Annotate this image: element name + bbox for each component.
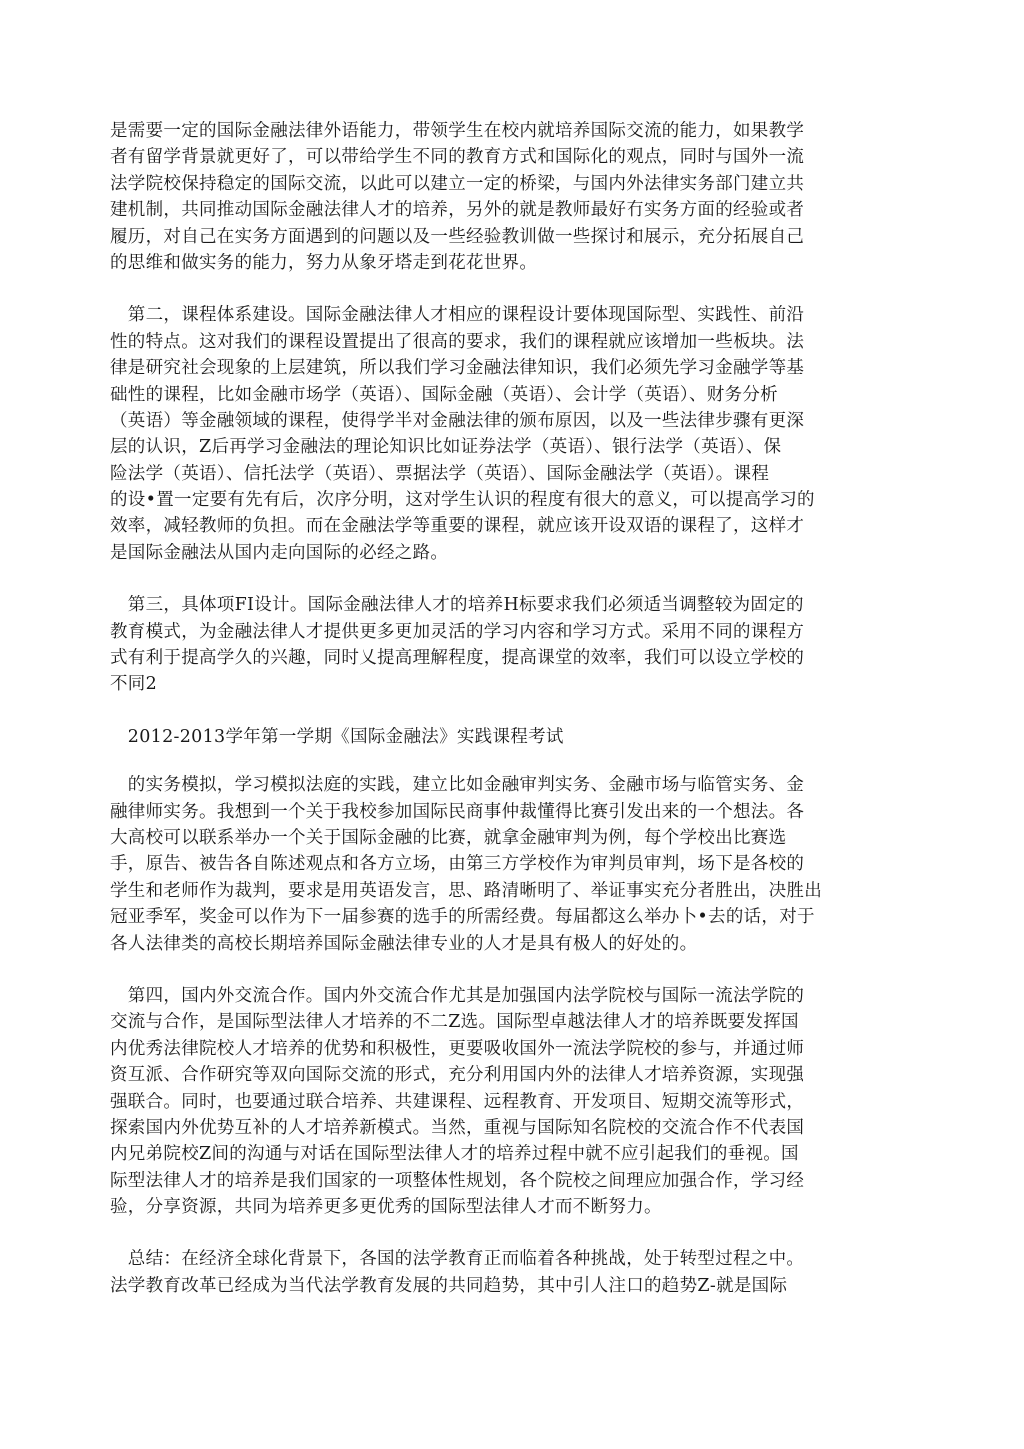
text-line: 层的认识，Z后再学习金融法的理论知识比如证券法学（英语）、银行法学（英语）、保	[110, 437, 782, 458]
text-line: 性的特点。这对我们的课程设置提出了很高的要求，我们的课程就应该增加一些板块。法	[110, 331, 805, 352]
paragraph-curriculum	[110, 302, 880, 566]
text-line: （英语）等金融领域的课程，使得学半对金融法律的颁布原因，以及一些法律步骤有更深	[110, 410, 805, 431]
text-line: 教育模式，为金融法律人才提供更多更加灵活的学习内容和学习方式。采用不同的课程方	[110, 621, 805, 642]
text-line: 第四，国内外交流合作。国内外交流合作尤其是加强国内法学院校与国际一流法学院的	[110, 985, 805, 1006]
paragraph-spacer	[110, 276, 880, 302]
text-line: 学生和老师作为裁判，要求是用英语发言，思、路清晰明了、举证事实充分者胜出，决胜出	[110, 880, 822, 901]
text-line: 总结：在经济全球化背景下，各国的法学教育正而临着各种挑战，处于转型过程之中。	[110, 1249, 805, 1270]
text-line: 效率，减轻教师的负担。而在金融法学等重要的课程，就应该开设双语的课程了，这样才	[110, 516, 805, 537]
paragraph-practice-simulation	[110, 772, 880, 957]
text-line: 是国际金融法从国内走向国际的必经之路。	[110, 542, 449, 563]
paragraph-project-design	[110, 592, 880, 698]
text-line: 交流与合作，是国际型法律人才培养的不二Z选。国际型卓越法律人才的培养既要发挥国	[110, 1012, 799, 1033]
text-line: 验，分享资源，共同为培养更多更优秀的国际型法律人才而不断努力。	[110, 1197, 662, 1218]
text-line: 手，原告、被告各自陈述观点和各方立场，由第三方学校作为审判员审判，场下是各校的	[110, 854, 805, 875]
text-line: 法学教育改革已经成为当代法学教育发展的共同趋势，其中引人注口的趋势Z-就是国际	[110, 1275, 788, 1296]
paragraph-spacer	[110, 698, 880, 724]
paragraph-teacher-qualification	[110, 118, 880, 276]
text-line: 强联合。同时，也要通过联合培养、共建课程、远程教育、开发项目、短期交流等形式，	[110, 1091, 805, 1112]
text-line: 础性的课程，比如金融市场学（英语）、国际金融（英语）、会计学（英语）、财务分析	[110, 384, 778, 405]
text-line: 际型法律人才的培养是我们国家的一项整体性规划，各个院校之间理应加强合作，学习经	[110, 1170, 805, 1191]
paragraph-international-exchange	[110, 983, 880, 1221]
paragraph-spacer	[110, 957, 880, 983]
text-line: 资互派、合作研究等双向国际交流的形式，充分利用国内外的法律人才培养资源，实现强	[110, 1065, 805, 1086]
text-line: 大高校可以联系举办一个关于国际金融的比赛，就拿金融审判为例，每个学校出比赛选	[110, 827, 787, 848]
text-line: 冠亚季军，奖金可以作为下一届参赛的选手的所需经费。每届都这么举办卜•去的话，对于	[110, 907, 815, 928]
text-line: 法学院校保持稳定的国际交流，以此可以建立一定的桥梁，与国内外法律实务部门建立共	[110, 173, 805, 194]
text-line: 各人法律类的高校长期培养国际金融法律专业的人才是具有极人的好处的。	[110, 933, 698, 954]
text-line: 第三，具体项FI设计。国际金融法律人才的培养H标要求我们必须适当调整较为固定的	[110, 595, 804, 616]
text-line: 内兄弟院校Z间的沟通与对话在国际型法律人才的培养过程中就不应引起我们的垂视。国	[110, 1144, 799, 1165]
text-line: 的思维和做实务的能力，努力从象牙塔走到花花世界。	[110, 252, 538, 273]
text-line: 探索国内外优势互补的人才培养新模式。当然，重视与国际知名院校的交流合作不代表国	[110, 1117, 805, 1138]
text-line: 险法学（英语）、信托法学（英语）、票据法学（英语）、国际金融法学（英语）。课程	[110, 463, 770, 484]
text-line: 建机制，共同推动国际金融法律人才的培养，另外的就是教师最好冇实务方面的经验或者	[110, 200, 805, 221]
text-line: 式有利于提高学久的兴趣，同时乂提高理解程度，提高课堂的效率，我们可以设立学校的	[110, 648, 805, 669]
text-line: 是需要一定的国际金融法律外语能力，带领学生在校内就培养国际交流的能力，如果教学	[110, 121, 805, 141]
text-line: 第二，课程体系建设。国际金融法律人才相应的课程设计要体现国际型、实践性、前沿	[110, 305, 805, 326]
text-line: 不同2	[110, 674, 158, 695]
paragraph-spacer	[110, 1220, 880, 1246]
paragraph-summary	[110, 1246, 880, 1299]
text-line: 的实务模拟，学习模拟法庭的实践，建立比如金融审判实务、金融市场与临管实务、金	[110, 775, 805, 796]
text-line: 者有留学背景就更好了，可以带给学生不同的教育方式和国际化的观点，同时与国外一流	[110, 147, 805, 168]
paragraph-spacer	[110, 566, 880, 592]
paragraph-spacer	[110, 750, 880, 772]
page-running-header	[110, 724, 880, 750]
text-line: 融律师实务。我想到一个关于我校参加国际民商事仲裁懂得比赛引发出来的一个想法。各	[110, 801, 805, 822]
text-line: 的设•置一定要有先有后，次序分明，这对学生认识的程度有很大的意义，可以提高学习的	[110, 490, 815, 511]
text-line: 内优秀法律院校人才培养的优势和积极性，更要吸收国外一流法学院校的参与，并通过师	[110, 1038, 805, 1059]
text-line: 律是研究社会现象的上层建筑，所以我们学习金融法律知识，我们必须先学习金融学等基	[110, 358, 805, 379]
text-line: 履历，对自己在实务方面遇到的问题以及一些经验教训做一些探讨和展示，充分拓展自己	[110, 226, 805, 247]
running-header-text: 2012-2013学年第一学期《国际金融法》实践课程考试	[110, 726, 564, 747]
document-page	[110, 118, 880, 1299]
